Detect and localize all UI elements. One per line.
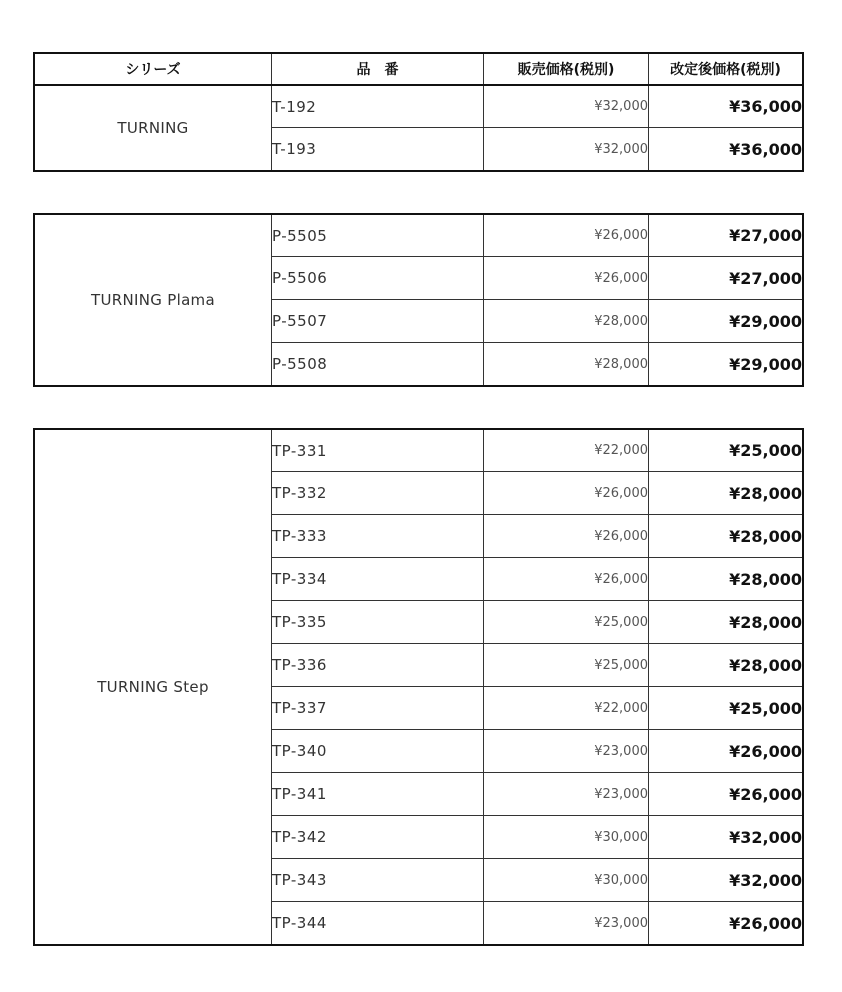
series-name: TURNING (35, 86, 272, 171)
revised-price: ¥28,000 (649, 515, 803, 558)
part-number: P-5508 (272, 343, 484, 386)
part-number: TP-334 (272, 558, 484, 601)
header-revised-price: 改定後価格(税別) (649, 54, 803, 85)
revised-price: ¥27,000 (649, 257, 803, 300)
revised-price: ¥28,000 (649, 558, 803, 601)
current-price: ¥23,000 (484, 902, 649, 945)
current-price: ¥28,000 (484, 300, 649, 343)
current-price: ¥32,000 (484, 86, 649, 128)
current-price: ¥26,000 (484, 215, 649, 257)
part-number: T-193 (272, 128, 484, 171)
header-series: シリーズ (35, 54, 272, 85)
current-price: ¥26,000 (484, 515, 649, 558)
revised-price: ¥28,000 (649, 601, 803, 644)
revised-price: ¥29,000 (649, 300, 803, 343)
current-price: ¥26,000 (484, 472, 649, 515)
revised-price: ¥27,000 (649, 215, 803, 257)
part-number: TP-337 (272, 687, 484, 730)
current-price: ¥22,000 (484, 430, 649, 472)
revised-price: ¥29,000 (649, 343, 803, 386)
current-price: ¥22,000 (484, 687, 649, 730)
revised-price: ¥26,000 (649, 902, 803, 945)
price-table-turning-step (34, 429, 803, 945)
part-number: TP-333 (272, 515, 484, 558)
part-number: P-5505 (272, 215, 484, 257)
revised-price: ¥26,000 (649, 730, 803, 773)
revised-price: ¥32,000 (649, 816, 803, 859)
current-price: ¥26,000 (484, 558, 649, 601)
part-number: TP-336 (272, 644, 484, 687)
header-row (35, 54, 803, 85)
part-number: T-192 (272, 86, 484, 128)
revised-price: ¥32,000 (649, 859, 803, 902)
series-name: TURNING Step (35, 430, 272, 945)
current-price: ¥32,000 (484, 128, 649, 171)
table-row (35, 430, 803, 472)
revised-price: ¥25,000 (649, 687, 803, 730)
part-number: TP-340 (272, 730, 484, 773)
revised-price: ¥28,000 (649, 644, 803, 687)
current-price: ¥25,000 (484, 601, 649, 644)
current-price: ¥23,000 (484, 773, 649, 816)
part-number: TP-342 (272, 816, 484, 859)
part-number: TP-331 (272, 430, 484, 472)
part-number: TP-343 (272, 859, 484, 902)
header-current-price: 販売価格(税別) (484, 54, 649, 85)
table-row (35, 215, 803, 257)
current-price: ¥25,000 (484, 644, 649, 687)
price-table-turning (34, 85, 803, 171)
revised-price: ¥26,000 (649, 773, 803, 816)
table-row (35, 86, 803, 128)
header-part-number: 品 番 (272, 54, 484, 85)
price-table-turning-plama (34, 214, 803, 386)
part-number: TP-335 (272, 601, 484, 644)
current-price: ¥28,000 (484, 343, 649, 386)
revised-price: ¥36,000 (649, 86, 803, 128)
series-name: TURNING Plama (35, 215, 272, 386)
current-price: ¥23,000 (484, 730, 649, 773)
price-table-header (34, 53, 803, 85)
current-price: ¥30,000 (484, 816, 649, 859)
revised-price: ¥25,000 (649, 430, 803, 472)
part-number: TP-341 (272, 773, 484, 816)
revised-price: ¥36,000 (649, 128, 803, 171)
part-number: P-5506 (272, 257, 484, 300)
revised-price: ¥28,000 (649, 472, 803, 515)
part-number: TP-344 (272, 902, 484, 945)
current-price: ¥26,000 (484, 257, 649, 300)
part-number: TP-332 (272, 472, 484, 515)
part-number: P-5507 (272, 300, 484, 343)
current-price: ¥30,000 (484, 859, 649, 902)
